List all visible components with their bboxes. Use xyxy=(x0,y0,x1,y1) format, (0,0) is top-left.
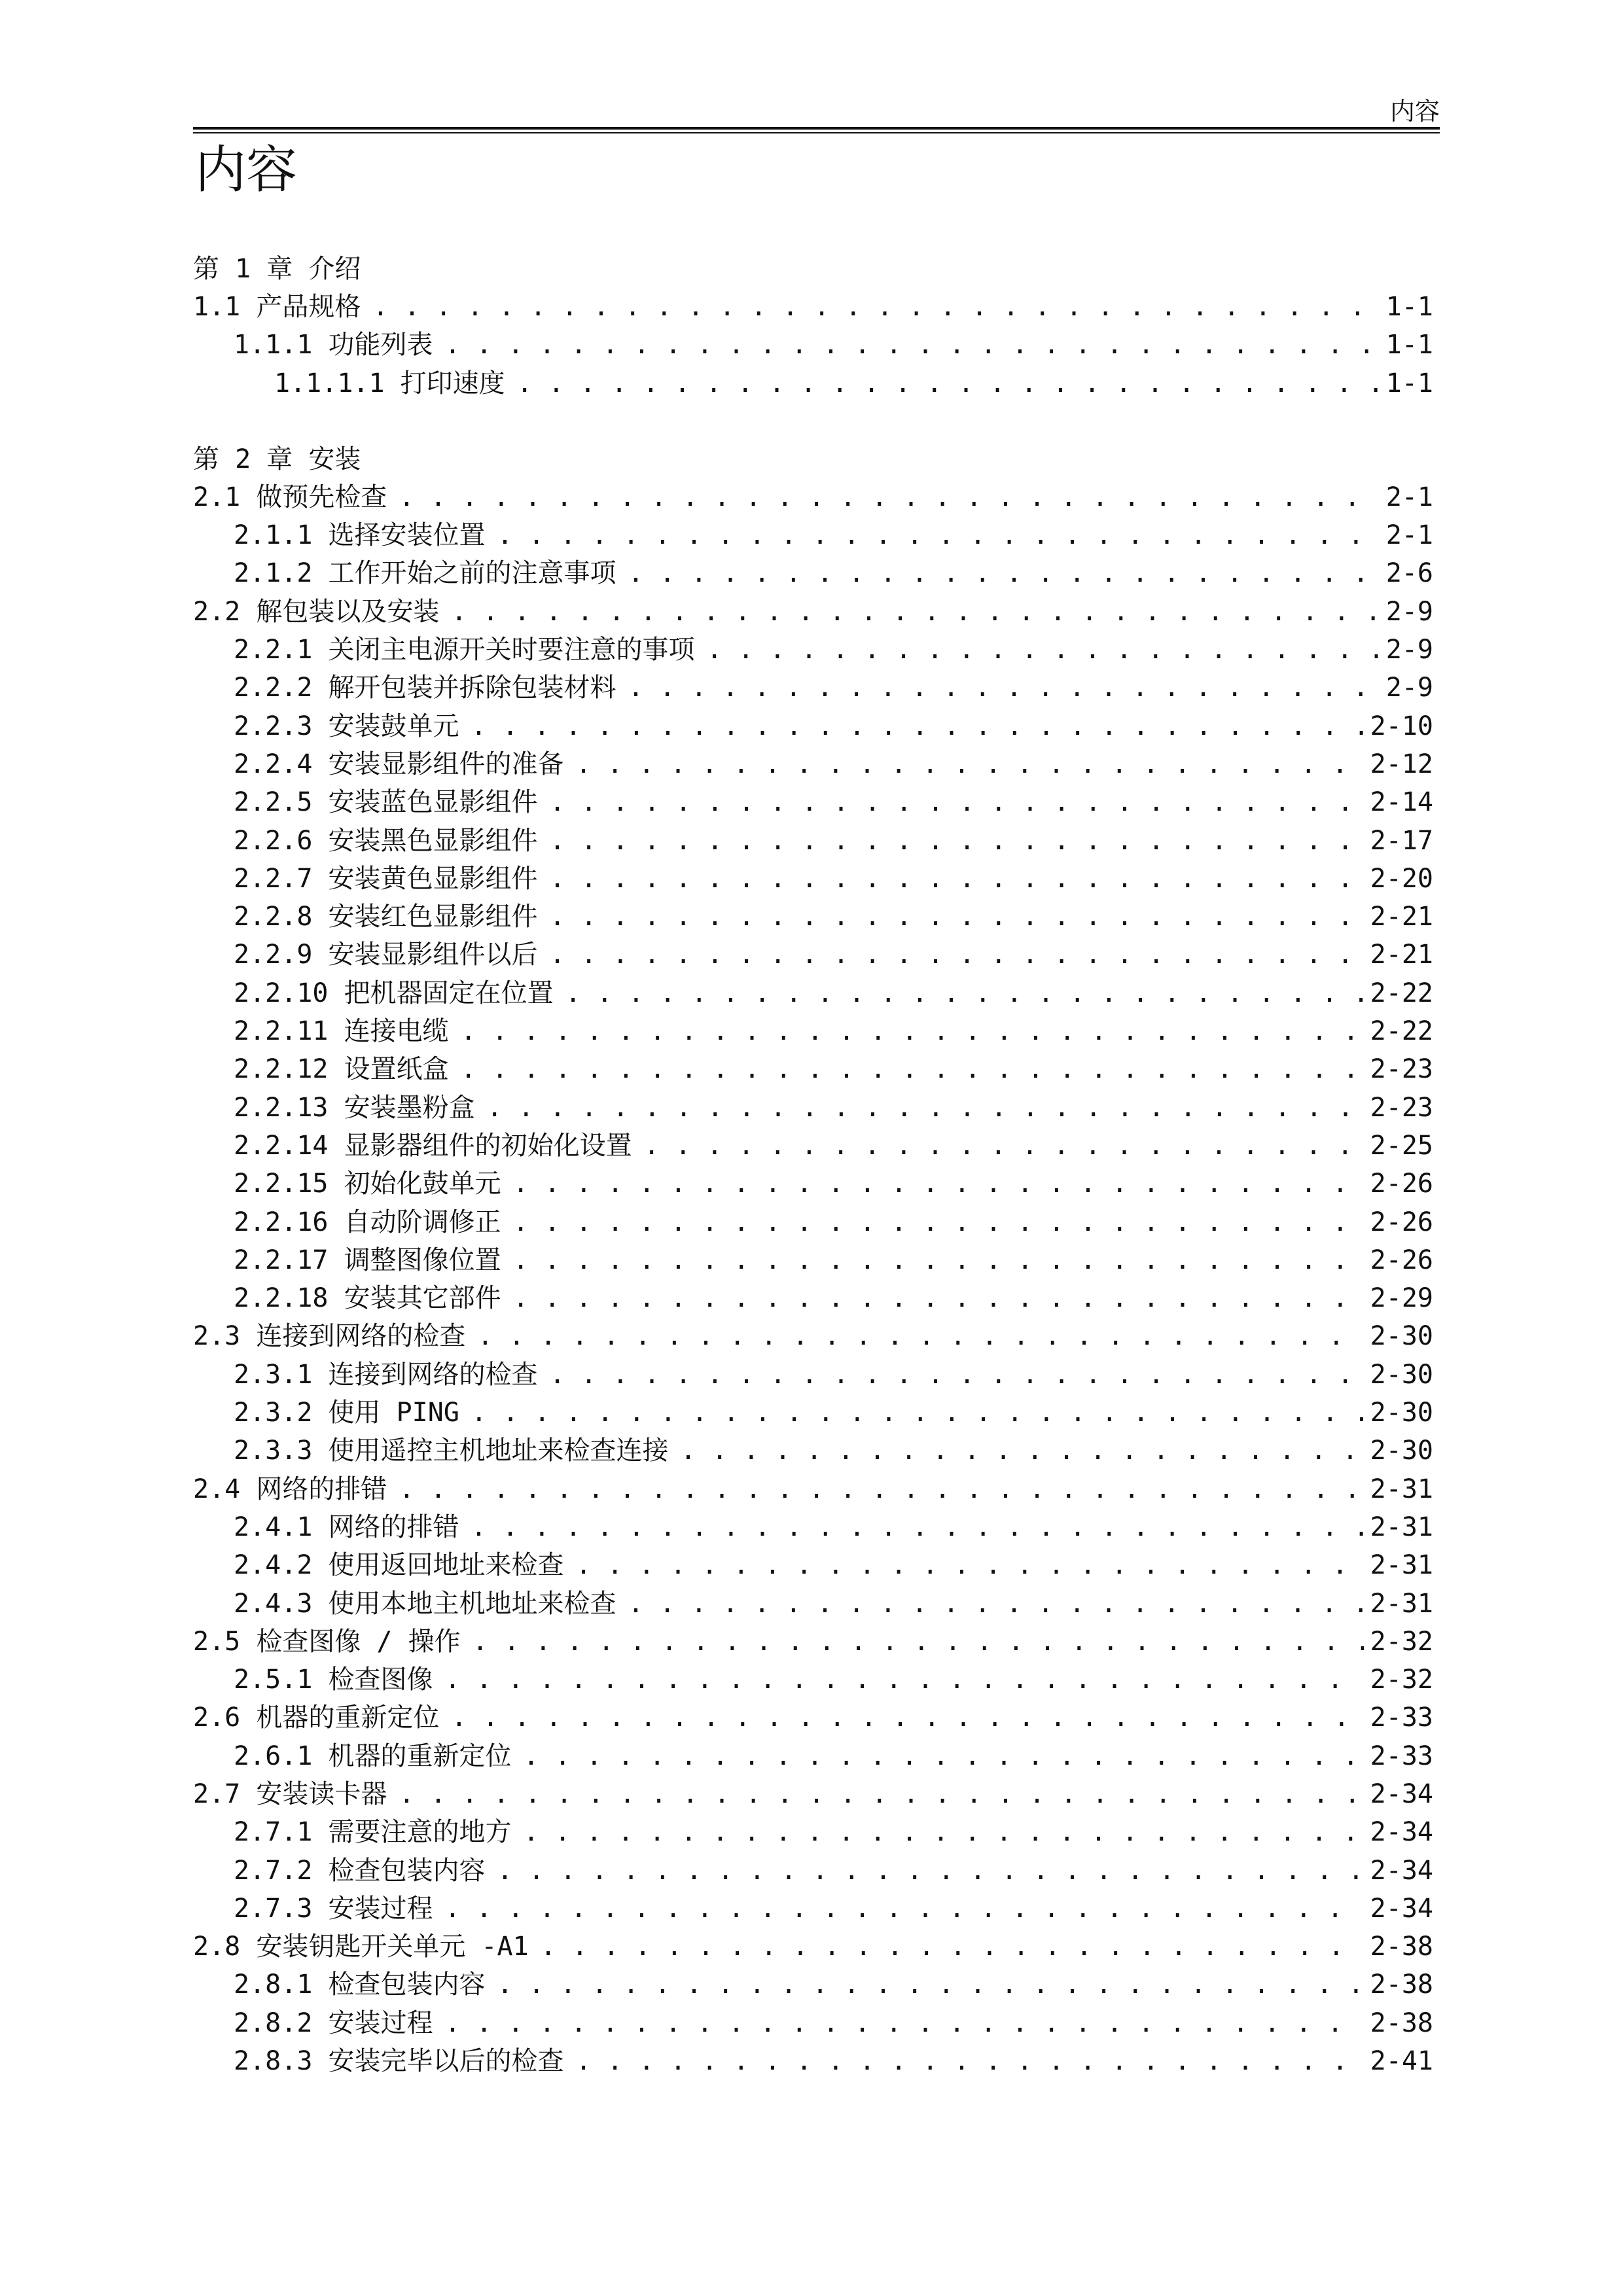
toc-entry[interactable] xyxy=(193,1546,1433,1584)
toc-entry-label: 2.2.14 显影器组件的初始化设置 xyxy=(234,1130,632,1161)
toc-dot-leader xyxy=(517,364,1380,402)
toc-entry[interactable] xyxy=(193,326,1433,364)
toc-entry[interactable] xyxy=(193,288,1433,326)
page-header xyxy=(193,92,1440,131)
toc-entry-page: 2-32 xyxy=(1370,1626,1433,1657)
toc-dot-leader xyxy=(550,822,1364,860)
toc-entry[interactable] xyxy=(193,1317,1433,1355)
toc-entry-label: 2.8 安装钥匙开关单元 -A1 xyxy=(193,1932,529,1962)
toc-entry-page: 2-9 xyxy=(1385,673,1433,703)
toc-entry[interactable] xyxy=(193,2042,1433,2080)
toc-entry[interactable] xyxy=(193,1890,1433,1928)
toc-entry[interactable] xyxy=(193,1966,1433,2004)
toc-entry[interactable] xyxy=(193,1012,1433,1050)
toc-dot-leader xyxy=(487,1089,1364,1127)
toc-dot-leader xyxy=(451,1699,1363,1737)
toc-entry[interactable] xyxy=(193,1623,1433,1661)
toc-entry[interactable] xyxy=(193,860,1433,898)
toc-dot-leader xyxy=(445,1661,1364,1699)
toc-entry-page: 2-20 xyxy=(1370,863,1433,894)
toc-dot-leader xyxy=(471,707,1364,745)
toc-entry[interactable] xyxy=(193,516,1433,554)
toc-entry-page: 2-30 xyxy=(1370,1321,1433,1352)
toc-dot-leader xyxy=(445,2004,1364,2042)
toc-entry-label: 2.3 连接到网络的检查 xyxy=(193,1321,466,1352)
toc-dot-leader xyxy=(644,1127,1364,1165)
toc-entry-page: 1-1 xyxy=(1385,368,1433,398)
toc-entry-page: 2-32 xyxy=(1370,1665,1433,1695)
toc-entry-label: 2.8.1 检查包装内容 xyxy=(234,1969,486,2000)
toc-entry-page: 2-21 xyxy=(1370,902,1433,932)
toc-dot-leader xyxy=(550,936,1364,974)
toc-entry-label: 2.3.2 使用 PING xyxy=(234,1398,459,1428)
toc-entry[interactable] xyxy=(193,1165,1433,1203)
toc-entry-label: 2.1.1 选择安装位置 xyxy=(234,520,486,551)
toc-entry-label: 2.4 网络的排错 xyxy=(193,1474,387,1504)
toc-entry-label: 2.2.3 安装鼓单元 xyxy=(234,711,459,741)
toc-entry-page: 2-34 xyxy=(1370,1778,1433,1809)
toc-entry[interactable] xyxy=(193,1928,1433,1966)
toc-entry-page: 2-30 xyxy=(1370,1359,1433,1390)
toc-entry-label: 2.6 机器的重新定位 xyxy=(193,1703,440,1733)
toc-entry-page: 2-34 xyxy=(1370,1817,1433,1848)
toc-entry-label: 2.2 解包装以及安装 xyxy=(193,596,440,627)
toc-entry-page: 2-34 xyxy=(1370,1855,1433,1886)
toc-entry-label: 2.3.1 连接到网络的检查 xyxy=(234,1359,538,1390)
toc-entry[interactable] xyxy=(193,783,1433,821)
toc-entry-page: 2-31 xyxy=(1370,1511,1433,1542)
toc-entry-page: 2-31 xyxy=(1370,1474,1433,1504)
toc-dot-leader xyxy=(477,1317,1363,1355)
toc-entry-page: 2-31 xyxy=(1370,1550,1433,1581)
toc-dot-leader xyxy=(513,1241,1364,1279)
toc-entry-page: 2-26 xyxy=(1370,1169,1433,1199)
toc-dot-leader xyxy=(628,1585,1364,1623)
toc-entry-page: 2-12 xyxy=(1370,749,1433,779)
toc-entry[interactable] xyxy=(193,936,1433,974)
toc-entry-page: 2-38 xyxy=(1370,2007,1433,2038)
toc-entry-page: 2-9 xyxy=(1385,596,1433,627)
toc-entry-label: 2.7.1 需要注意的地方 xyxy=(234,1817,512,1848)
toc-entry-page: 2-21 xyxy=(1370,940,1433,970)
toc-entry[interactable] xyxy=(193,2004,1433,2042)
toc-dot-leader xyxy=(461,1050,1364,1088)
toc-entry-page: 2-41 xyxy=(1370,2046,1433,2077)
toc-entry[interactable] xyxy=(193,1089,1433,1127)
toc-dot-leader xyxy=(445,1890,1364,1928)
toc-entry-label: 2.2.8 安装红色显影组件 xyxy=(234,902,538,932)
toc-entry[interactable] xyxy=(193,1508,1433,1546)
toc-dot-leader xyxy=(541,1928,1364,1966)
toc-entry[interactable] xyxy=(193,822,1433,860)
toc-dot-leader xyxy=(445,326,1380,364)
toc-entry[interactable] xyxy=(193,1661,1433,1699)
toc-entry-page: 2-30 xyxy=(1370,1398,1433,1428)
toc-entry-label: 2.4.3 使用本地主机地址来检查 xyxy=(234,1588,616,1619)
toc-entry[interactable] xyxy=(193,1394,1433,1432)
toc-entry-label: 2.7.2 检查包装内容 xyxy=(234,1855,486,1886)
toc-entry-page: 2-33 xyxy=(1370,1740,1433,1771)
toc-entry-label: 2.2.18 安装其它部件 xyxy=(234,1283,501,1314)
toc-entry-label: 2.2.16 自动阶调修正 xyxy=(234,1207,501,1237)
toc-entry-page: 2-25 xyxy=(1370,1130,1433,1161)
page-title: 内容 xyxy=(195,141,298,200)
toc-dot-leader xyxy=(399,478,1379,516)
header-rule-thin xyxy=(193,132,1440,133)
toc-entry-label: 2.8.3 安装完毕以后的检查 xyxy=(234,2046,564,2077)
header-section-label: 内容 xyxy=(1389,97,1440,126)
toc-entry-page: 2-23 xyxy=(1370,1054,1433,1085)
toc-dot-leader xyxy=(471,1508,1364,1546)
toc-entry-page: 1-1 xyxy=(1385,292,1433,322)
toc-entry-label: 1.1.1 功能列表 xyxy=(234,330,433,361)
toc-entry-label: 2.2.13 安装墨粉盒 xyxy=(234,1092,475,1123)
toc-dot-leader xyxy=(681,1432,1364,1470)
toc-dot-leader xyxy=(524,1737,1364,1775)
toc-dot-leader xyxy=(576,1546,1364,1584)
toc-dot-leader xyxy=(497,1852,1364,1890)
toc-entry[interactable] xyxy=(193,1203,1433,1241)
toc-entry-page: 2-23 xyxy=(1370,1092,1433,1123)
toc-entry-label: 1.1.1.1 打印速度 xyxy=(274,368,505,398)
toc-entry-page: 2-17 xyxy=(1370,825,1433,856)
toc-entry[interactable] xyxy=(193,669,1433,707)
toc-entry-label: 2.5 检查图像 / 操作 xyxy=(193,1626,461,1657)
toc-entry[interactable] xyxy=(193,478,1433,516)
toc-dot-leader xyxy=(565,974,1364,1012)
toc-entry-label: 2.2.17 调整图像位置 xyxy=(234,1245,501,1275)
toc-entry-page: 2-34 xyxy=(1370,1893,1433,1924)
toc-dot-leader xyxy=(471,1394,1364,1432)
toc-entry[interactable] xyxy=(193,593,1433,631)
toc-entry[interactable] xyxy=(193,1737,1433,1775)
toc-entry-label: 2.2.11 连接电缆 xyxy=(234,1016,449,1047)
chapter-heading: 第 2 章 安装 xyxy=(193,444,361,474)
toc-entry-page: 2-22 xyxy=(1370,1016,1433,1047)
chapter-heading: 第 1 章 介绍 xyxy=(193,254,361,284)
toc-entry[interactable] xyxy=(193,974,1433,1012)
toc-entry-page: 2-38 xyxy=(1370,1932,1433,1962)
toc-dot-leader xyxy=(628,669,1380,707)
toc-entry-page: 2-26 xyxy=(1370,1245,1433,1275)
toc-entry[interactable] xyxy=(193,1279,1433,1317)
toc-entry[interactable] xyxy=(193,631,1433,669)
toc-entry-page: 2-31 xyxy=(1370,1588,1433,1619)
toc-entry-label: 2.7 安装读卡器 xyxy=(193,1778,387,1809)
toc-entry[interactable] xyxy=(193,707,1433,745)
toc-entry[interactable] xyxy=(193,364,1433,402)
toc-entry[interactable] xyxy=(193,1127,1433,1165)
toc-entry-label: 2.4.1 网络的排错 xyxy=(234,1511,459,1542)
toc-dot-leader xyxy=(461,1012,1364,1050)
toc-entry-label: 2.7.3 安装过程 xyxy=(234,1893,433,1924)
toc-entry-page: 2-10 xyxy=(1370,711,1433,741)
toc-dot-leader xyxy=(550,898,1364,936)
toc-dot-leader xyxy=(550,1356,1364,1394)
toc-entry-page: 2-22 xyxy=(1370,978,1433,1008)
toc-entry[interactable] xyxy=(193,1775,1433,1813)
toc-entry-page: 2-1 xyxy=(1385,520,1433,551)
toc-dot-leader xyxy=(576,745,1364,783)
toc-entry-page: 2-30 xyxy=(1370,1436,1433,1466)
toc-dot-leader xyxy=(399,1775,1363,1813)
toc-entry-page: 2-9 xyxy=(1385,635,1433,665)
toc-entry-label: 2.2.4 安装显影组件的准备 xyxy=(234,749,564,779)
toc-entry-page: 2-29 xyxy=(1370,1283,1433,1314)
toc-entry-label: 2.1.2 工作开始之前的注意事项 xyxy=(234,558,616,589)
toc-dot-leader xyxy=(513,1165,1364,1203)
toc-entry[interactable] xyxy=(193,1585,1433,1623)
toc-entry[interactable] xyxy=(193,1852,1433,1890)
toc-entry-page: 2-14 xyxy=(1370,787,1433,818)
toc-dot-leader xyxy=(451,593,1379,631)
toc-dot-leader xyxy=(473,1623,1364,1661)
toc-dot-leader xyxy=(399,1470,1363,1508)
toc-entry-label: 2.1 做预先检查 xyxy=(193,482,387,512)
toc-dot-leader xyxy=(550,860,1364,898)
toc-entry-label: 2.6.1 机器的重新定位 xyxy=(234,1740,512,1771)
toc-entry[interactable] xyxy=(193,1241,1433,1279)
toc-entry-label: 2.2.1 关闭主电源开关时要注意的事项 xyxy=(234,635,695,665)
table-of-contents xyxy=(193,250,1433,2080)
toc-dot-leader xyxy=(550,783,1364,821)
toc-entry[interactable] xyxy=(193,745,1433,783)
toc-entry-label: 2.2.2 解开包装并拆除包装材料 xyxy=(234,673,616,703)
toc-entry-label: 2.2.5 安装蓝色显影组件 xyxy=(234,787,538,818)
toc-entry-label: 2.4.2 使用返回地址来检查 xyxy=(234,1550,564,1581)
toc-dot-leader xyxy=(497,1966,1364,2004)
toc-entry-label: 2.2.10 把机器固定在位置 xyxy=(234,978,554,1008)
toc-entry-label: 2.2.15 初始化鼓单元 xyxy=(234,1169,501,1199)
toc-entry-page: 1-1 xyxy=(1385,330,1433,361)
toc-entry[interactable] xyxy=(193,898,1433,936)
toc-dot-leader xyxy=(576,2042,1364,2080)
toc-entry-label: 2.5.1 检查图像 xyxy=(234,1665,433,1695)
toc-entry-label: 2.8.2 安装过程 xyxy=(234,2007,433,2038)
toc-entry-page: 2-26 xyxy=(1370,1207,1433,1237)
toc-entry[interactable] xyxy=(193,1432,1433,1470)
toc-entry[interactable] xyxy=(193,1050,1433,1088)
toc-dot-leader xyxy=(372,288,1379,326)
toc-dot-leader xyxy=(707,631,1380,669)
toc-entry[interactable] xyxy=(193,1470,1433,1508)
toc-dot-leader xyxy=(513,1279,1364,1317)
toc-entry-label: 2.3.3 使用遥控主机地址来检查连接 xyxy=(234,1436,669,1466)
toc-entry-page: 2-1 xyxy=(1385,482,1433,512)
header-rule-thick xyxy=(193,127,1440,130)
toc-entry-page: 2-33 xyxy=(1370,1703,1433,1733)
toc-entry-page: 2-38 xyxy=(1370,1969,1433,2000)
toc-entry-page: 2-6 xyxy=(1385,558,1433,589)
toc-entry-label: 2.2.9 安装显影组件以后 xyxy=(234,940,538,970)
toc-dot-leader xyxy=(524,1813,1364,1851)
toc-dot-leader xyxy=(497,516,1380,554)
toc-dot-leader xyxy=(628,554,1380,592)
toc-entry-label: 2.2.12 设置纸盒 xyxy=(234,1054,449,1085)
toc-entry[interactable] xyxy=(193,1813,1433,1851)
toc-entry[interactable] xyxy=(193,1699,1433,1737)
toc-entry[interactable] xyxy=(193,554,1433,592)
toc-entry[interactable] xyxy=(193,1356,1433,1394)
toc-dot-leader xyxy=(513,1203,1364,1241)
toc-entry-label: 2.2.6 安装黑色显影组件 xyxy=(234,825,538,856)
toc-entry-label: 2.2.7 安装黄色显影组件 xyxy=(234,863,538,894)
toc-entry-label: 1.1 产品规格 xyxy=(193,292,361,322)
